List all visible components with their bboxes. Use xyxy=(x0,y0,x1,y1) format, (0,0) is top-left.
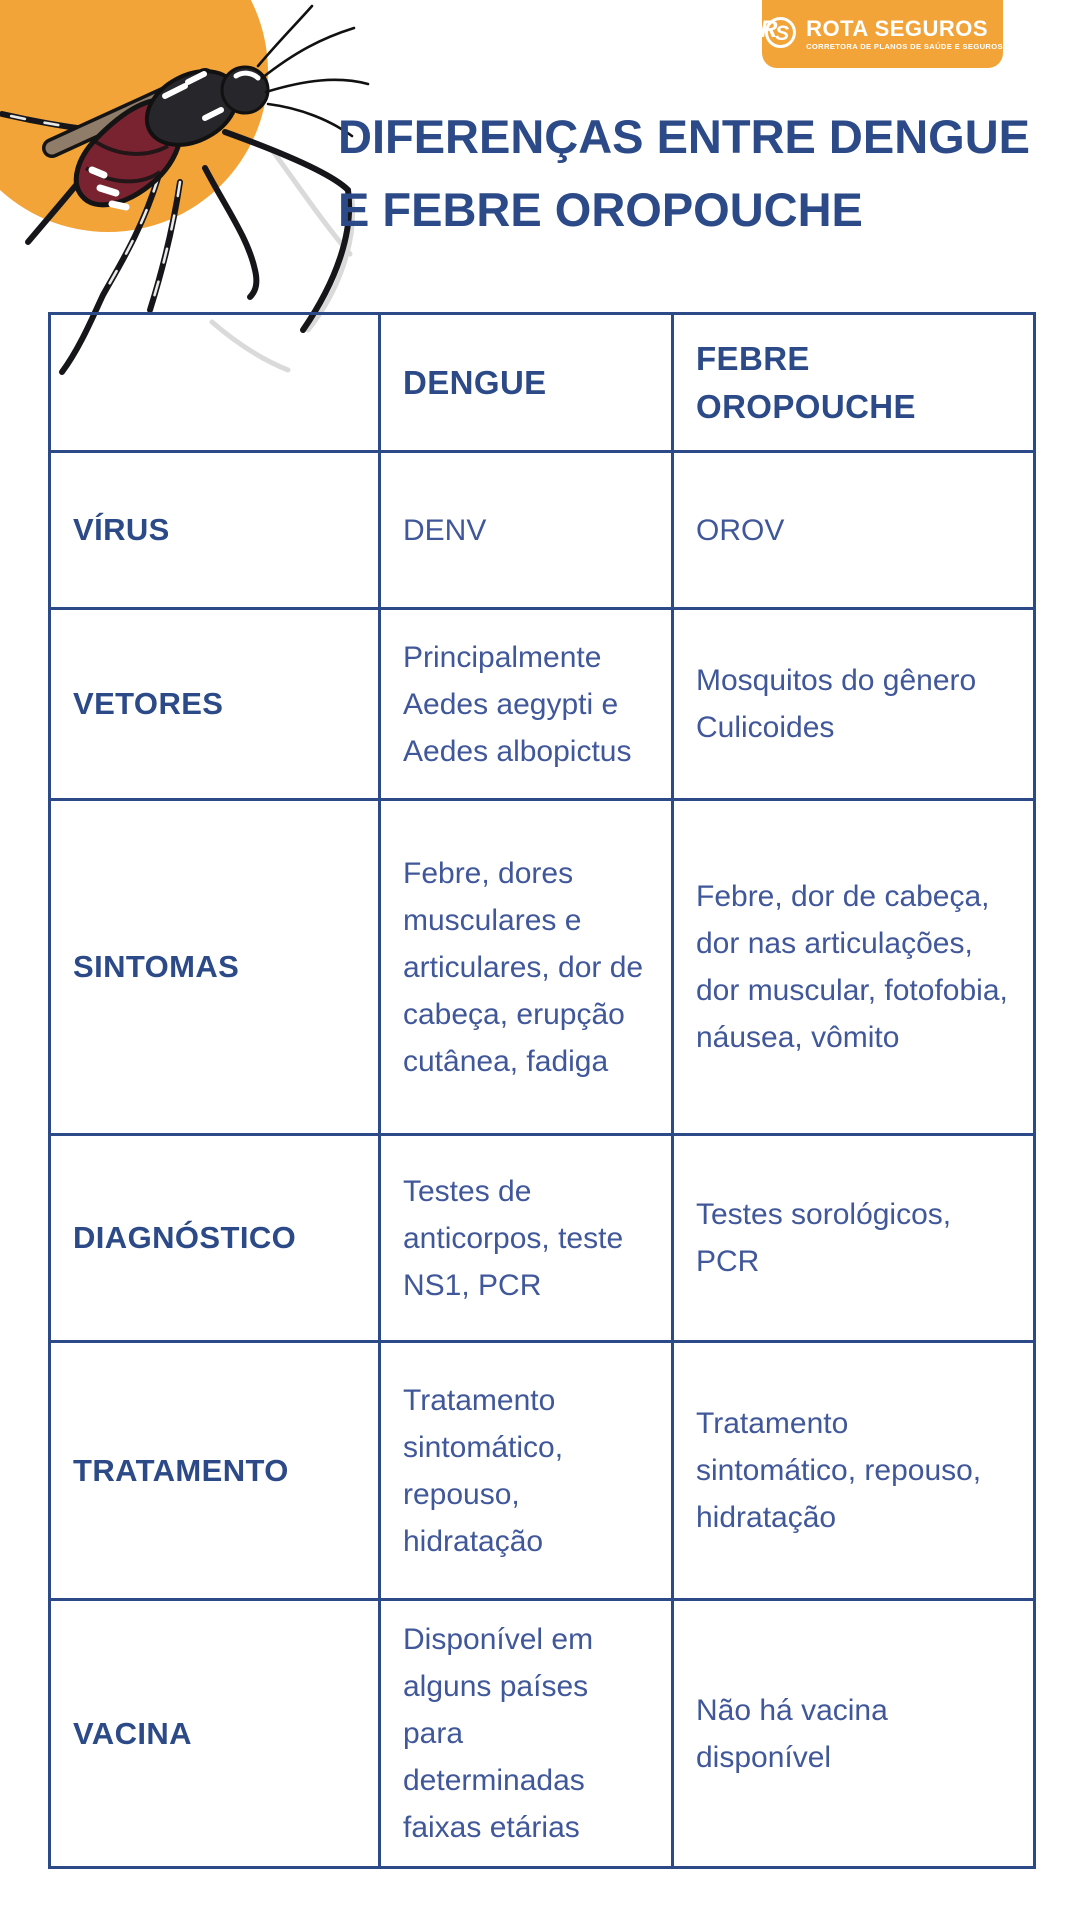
row-label: TRATAMENTO xyxy=(50,1342,380,1600)
brand-name: ROTA SEGUROS xyxy=(806,15,989,41)
cell-oropouche: Testes sorológicos, PCR xyxy=(673,1135,1035,1342)
cell-oropouche: Mosquitos do gênero Culicoides xyxy=(673,609,1035,800)
page-title xyxy=(338,100,1030,246)
monogram-letter-r: R xyxy=(760,15,778,43)
corner-cell xyxy=(50,314,380,452)
table-header-row xyxy=(50,314,1035,452)
page-title-line1: DIFERENÇAS ENTRE DENGUE xyxy=(338,110,1031,163)
cell-dengue: DENV xyxy=(380,452,673,609)
table-row-virus xyxy=(50,452,1035,609)
table-row-tratamento xyxy=(50,1342,1035,1600)
cell-dengue: Febre, dores musculares e articulares, dor de cabeça, erupção cutânea, fadiga xyxy=(380,800,673,1135)
column-header-dengue: DENGUE xyxy=(380,314,673,452)
cell-oropouche: OROV xyxy=(673,452,1035,609)
cell-dengue: Testes de anticorpos, teste NS1, PCR xyxy=(380,1135,673,1342)
cell-dengue: Principalmente Aedes aegypti e Aedes albopictus xyxy=(380,609,673,800)
rs-monogram-icon xyxy=(762,16,799,53)
table-row-sintomas xyxy=(50,800,1035,1135)
column-header-oropouche: FEBRE OROPOUCHE xyxy=(673,314,1035,452)
cell-oropouche: Não há vacina disponível xyxy=(673,1600,1035,1868)
table-row-vetores xyxy=(50,609,1035,800)
row-label: VÍRUS xyxy=(50,452,380,609)
cell-dengue: Tratamento sintomático, repouso, hidratação xyxy=(380,1342,673,1600)
table-row-vacina xyxy=(50,1600,1035,1868)
cell-oropouche: Tratamento sintomático, repouso, hidratação xyxy=(673,1342,1035,1600)
row-label: DIAGNÓSTICO xyxy=(50,1135,380,1342)
monogram-letter-s: S xyxy=(775,21,790,45)
row-label: VACINA xyxy=(50,1600,380,1868)
brand-tagline: CORRETORA DE PLANOS DE SAÚDE E SEGUROS xyxy=(806,42,1003,52)
page-title-line2: E FEBRE OROPOUCHE xyxy=(338,183,863,236)
row-label: SINTOMAS xyxy=(50,800,380,1135)
comparison-table xyxy=(48,312,1036,1869)
brand-text xyxy=(806,17,1003,51)
table-row-diagnostico xyxy=(50,1135,1035,1342)
brand-banner xyxy=(762,0,1003,68)
cell-dengue: Disponível em alguns países para determinadas faixas etárias xyxy=(380,1600,673,1868)
cell-oropouche: Febre, dor de cabeça, dor nas articulações, dor muscular, fotofobia, náusea, vômito xyxy=(673,800,1035,1135)
row-label: VETORES xyxy=(50,609,380,800)
